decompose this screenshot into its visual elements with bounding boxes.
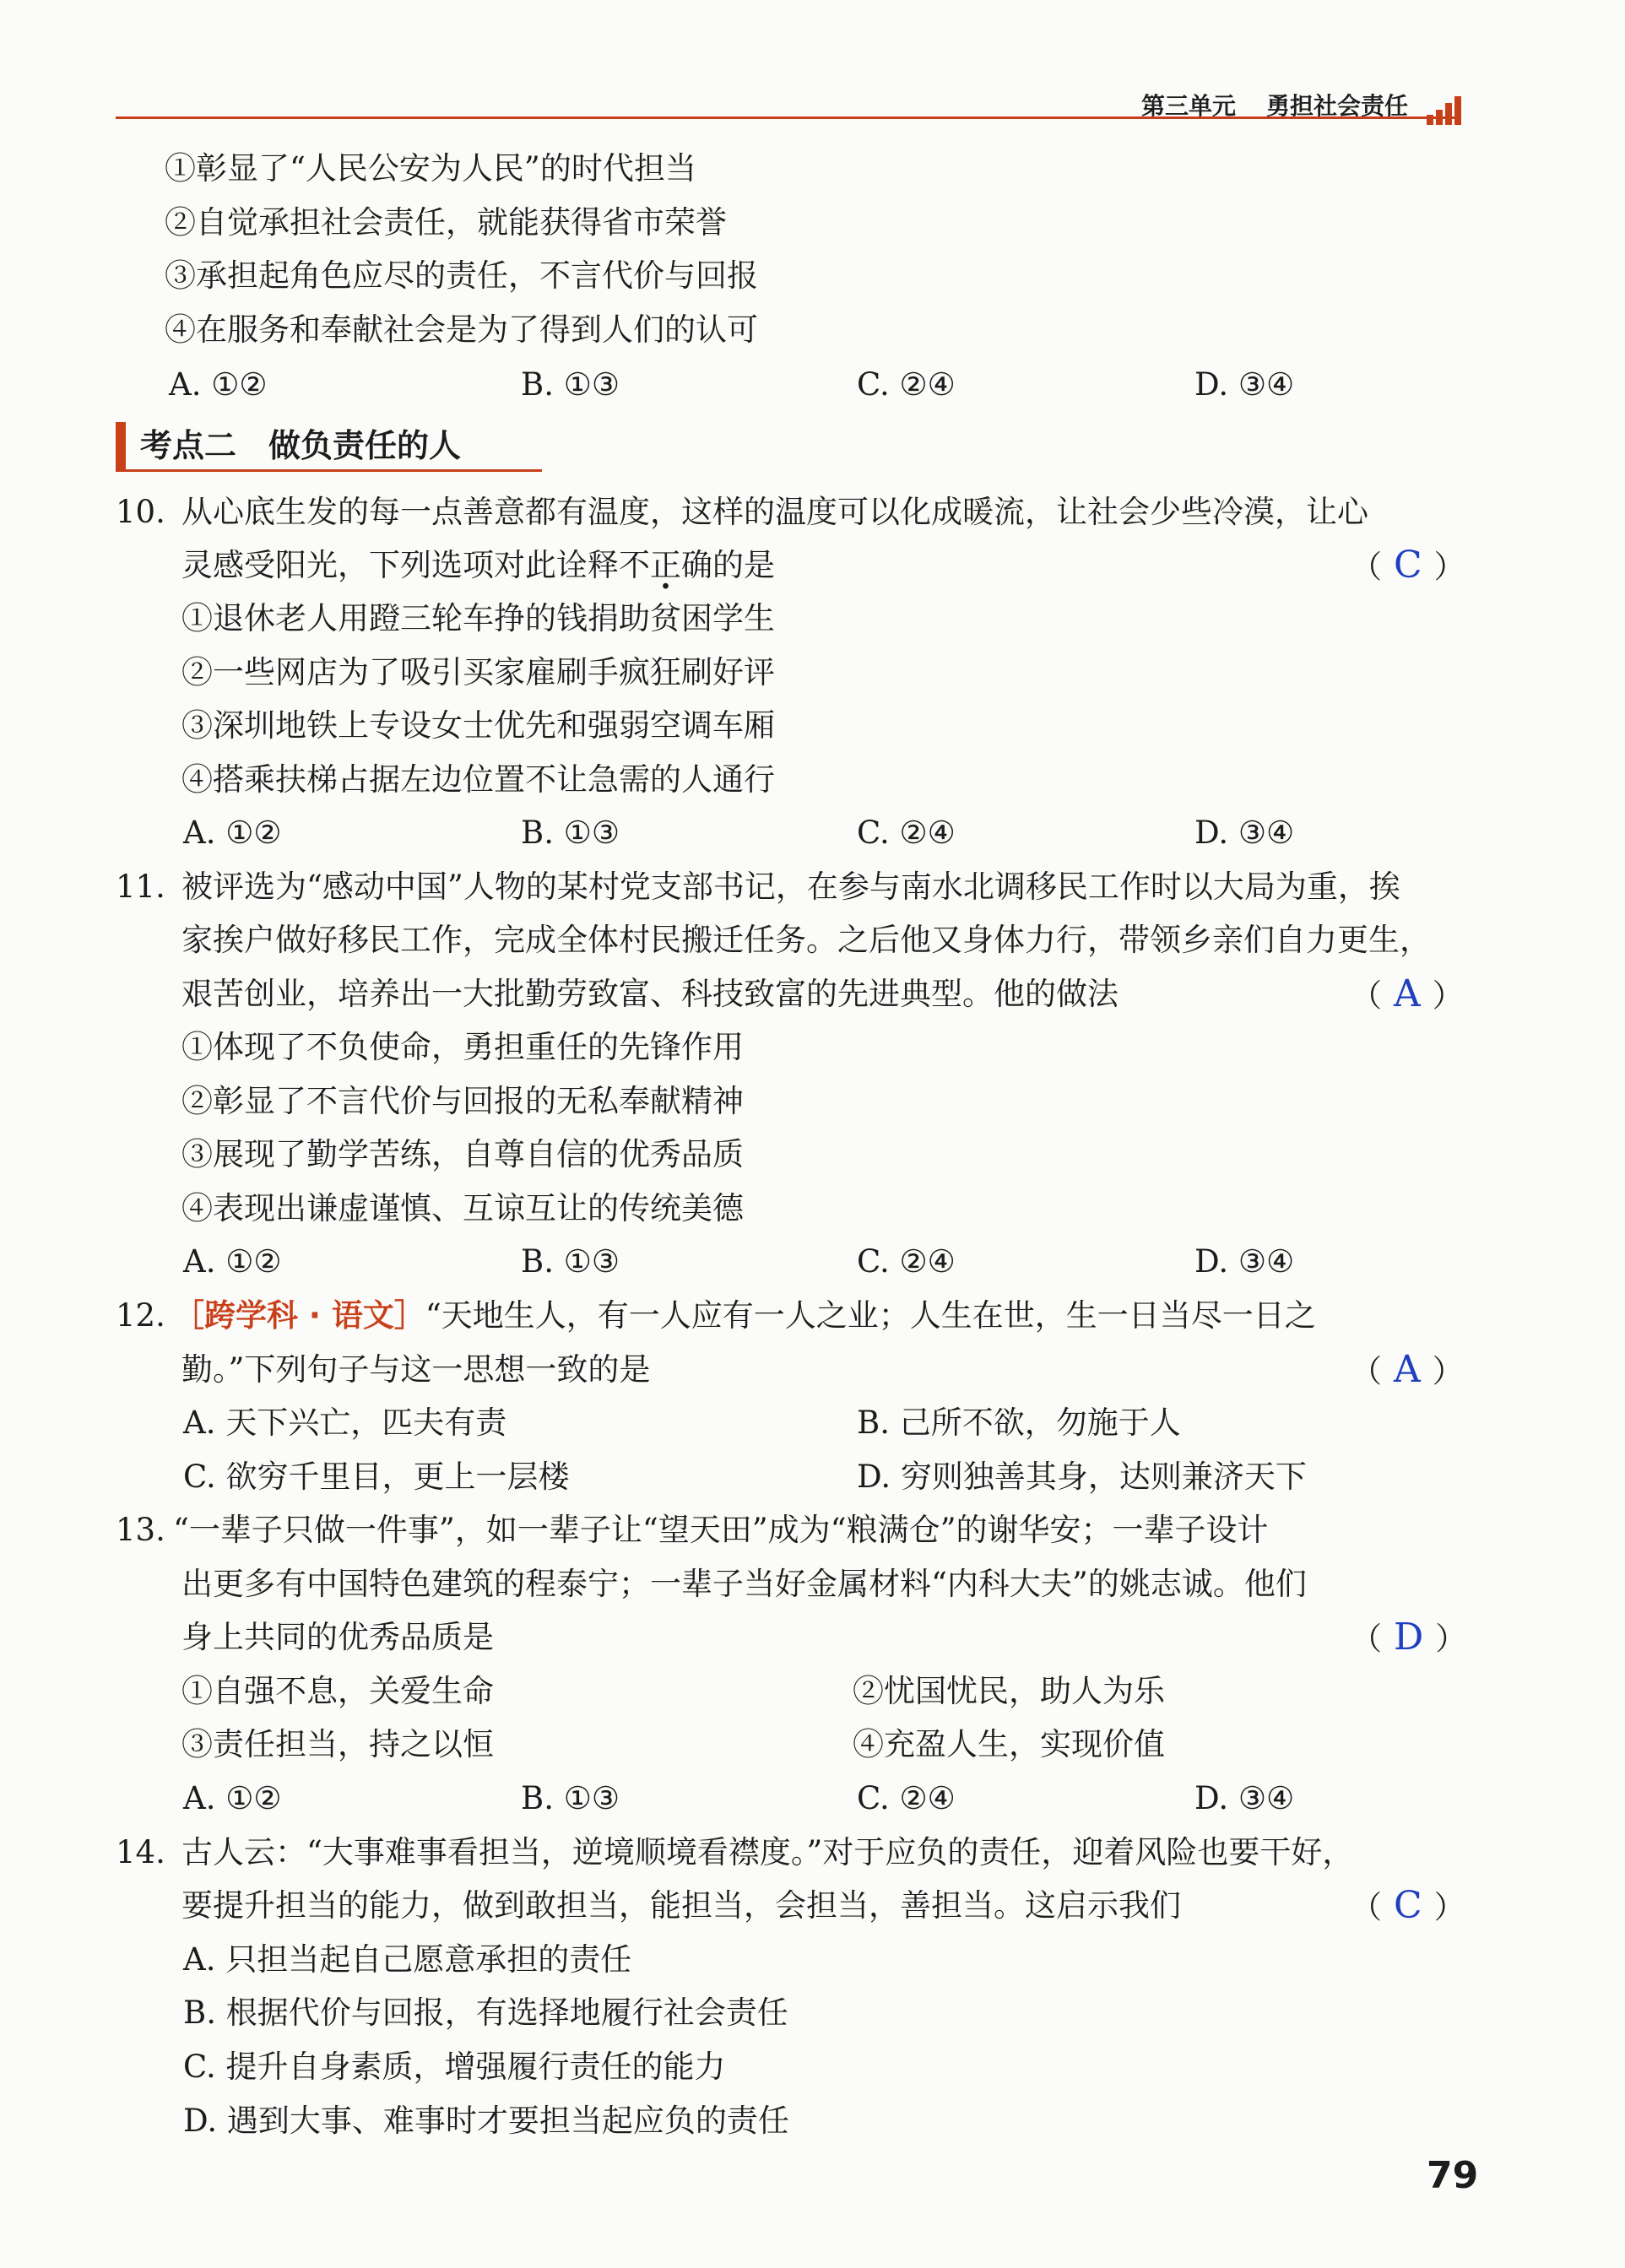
option: D. ③④ [1194,1780,1295,1816]
question-stem: 要提升担当的能力，做到敢担当，能担当，会担当，善担当。这启示我们 [181,1887,1181,1924]
statement: ③责任担当，持之以恒 [181,1726,494,1762]
option: A. 只担当起自己愿意承担的责任 [183,1941,632,1978]
section-underline [116,469,542,472]
statement: ③展现了勤学苦练，自尊自信的优秀品质 [181,1136,744,1172]
stem-text: 灵感受阳光，下列选项对此诠释 [181,547,619,583]
option: B. 根据代价与回报，有选择地履行社会责任 [183,1995,788,2031]
header-title: 勇担社会责任 [1266,92,1409,120]
statement: ②彰显了不言代价与回报的无私奉献精神 [181,1083,744,1119]
option: A. ①② [183,1780,282,1816]
option: C. 提升自身素质，增强履行责任的能力 [183,2049,726,2085]
option: B. ①③ [521,1780,620,1816]
question-stem-line [181,544,775,587]
option: C. ②④ [857,366,956,403]
question-stem: “一辈子只做一件事”，如一辈子让“望天田”成为“粮满仓”的谢华安；一辈子设计 [173,1512,1269,1548]
section-marker [116,422,126,469]
answer-letter: A [1394,972,1421,1015]
option: B. ①③ [521,366,620,403]
answer-paren: （ D ） [1351,1616,1467,1659]
option: A. ①② [183,1243,282,1280]
answer-letter: A [1394,1348,1421,1391]
question-stem: 古人云：“大事难事看担当，逆境顺境看襟度。”对于应负的责任，迎着风险也要干好， [181,1834,1354,1870]
option: A. ①② [183,815,282,851]
question-number: 12. [116,1297,165,1334]
option: C. ②④ [857,1780,956,1816]
answer-letter: D [1394,1616,1424,1659]
option: D. 遇到大事、难事时才要担当起应负的责任 [183,2103,789,2139]
answer-letter: C [1394,544,1422,587]
section-title: 考点二 做负责任的人 [140,427,462,464]
option: D. ③④ [1194,815,1295,851]
question-stem: 艰苦创业，培养出一大批勤劳致富、科技致富的先进典型。他的做法 [181,976,1119,1012]
option: A. 天下兴亡，匹夫有责 [183,1405,507,1441]
option: B. ①③ [521,1243,620,1280]
answer-paren: （ A ） [1351,1348,1464,1391]
answer-paren: （ C ） [1351,544,1465,587]
option: C. 欲穷千里目，更上一层楼 [183,1459,570,1495]
statement: ②一些网店为了吸引买家雇刷手疯狂刷好评 [181,654,775,690]
header-unit: 第三单元 [1141,92,1237,120]
option: C. ②④ [857,815,956,851]
statement: ②自觉承担社会责任，就能获得省市荣誉 [165,204,727,241]
statement: ③承担起角色应尽的责任，不言代价与回报 [165,257,758,294]
emphasized-word: 不正确 [619,547,712,583]
statement: ④表现出谦虚谨慎、互谅互让的传统美德 [181,1190,744,1226]
question-stem-line [173,1295,1316,1337]
statement: ③深圳地铁上专设女士优先和强弱空调车厢 [181,707,775,744]
question-stem: 勤。”下列句子与这一思想一致的是 [181,1351,651,1388]
statement: ②忧国忧民，助人为乐 [853,1673,1165,1709]
question-stem: 家挨户做好移民工作，完成全体村民搬迁任务。之后他又身体力行，带领乡亲们自力更生， [181,922,1431,958]
question-stem: 出更多有中国特色建筑的程泰宁；一辈子当好金属材料“内科大夫”的姚志诚。他们 [181,1566,1307,1602]
page-number: 79 [1427,2154,1479,2197]
statement: ①自强不息，关爱生命 [181,1673,494,1709]
question-number: 13. [116,1512,165,1548]
header-bars-icon [1427,91,1469,125]
answer-paren: （ A ） [1351,972,1464,1015]
statement: ①退休老人用蹬三轮车挣的钱捐助贫困学生 [181,600,775,636]
answer-paren: （ C ） [1351,1884,1465,1927]
option: D. ③④ [1194,366,1295,403]
stem-text: “天地生人，有一人应有一人之业；人生在世，生一日当尽一日之 [425,1297,1316,1334]
statement: ④在服务和奉献社会是为了得到人们的认可 [165,311,758,348]
option: B. ①③ [521,815,620,851]
stem-text: 的是 [712,547,775,583]
option: B. 己所不欲，勿施于人 [857,1405,1181,1441]
subject-tag: ［跨学科 · 语文］ [173,1297,425,1334]
option: A. ①② [169,366,268,403]
statement: ④搭乘扶梯占据左边位置不让急需的人通行 [181,761,775,798]
statement: ①体现了不负使命，勇担重任的先锋作用 [181,1029,744,1065]
answer-letter: C [1394,1884,1422,1927]
header-rule [116,116,1456,119]
question-stem: 身上共同的优秀品质是 [181,1619,494,1655]
question-number: 14. [116,1834,165,1870]
option: D. 穷则独善其身，达则兼济天下 [857,1459,1307,1495]
option: C. ②④ [857,1243,956,1280]
question-number: 10. [116,494,165,530]
question-number: 11. [116,869,165,905]
option: D. ③④ [1194,1243,1295,1280]
question-stem: 从心底生发的每一点善意都有温度，这样的温度可以化成暖流，让社会少些冷漠，让心 [181,494,1368,530]
statement: ①彰显了“人民公安为人民”的时代担当 [165,150,696,187]
statement: ④充盈人生，实现价值 [853,1726,1165,1762]
question-stem: 被评选为“感动中国”人物的某村党支部书记，在参与南水北调移民工作时以大局为重，挨 [181,869,1400,905]
